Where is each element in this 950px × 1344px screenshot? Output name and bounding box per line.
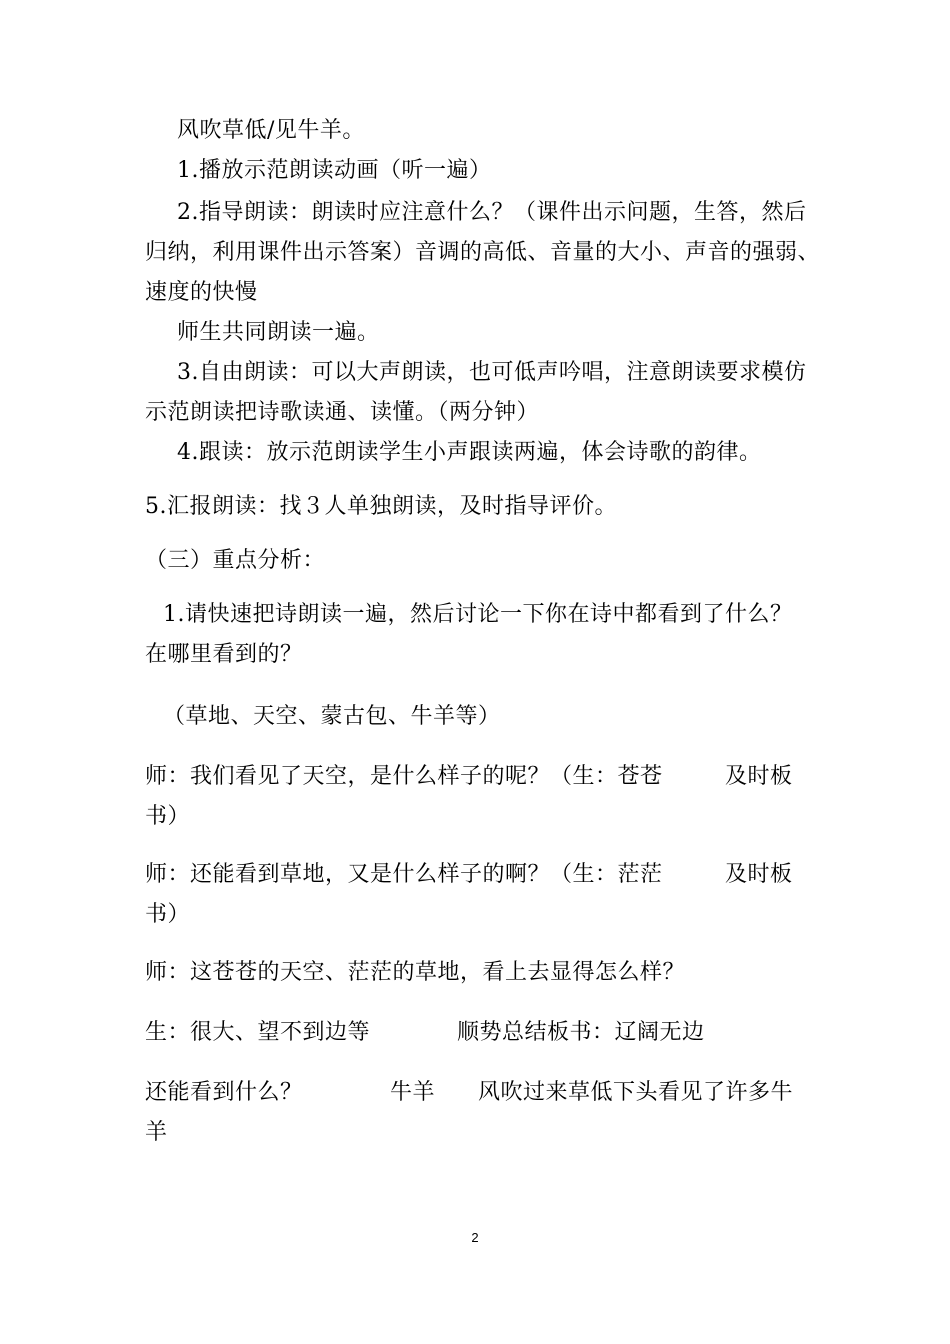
text-line [177,358,807,388]
text-line [145,492,617,522]
text-line [725,860,793,890]
text-line [145,1018,370,1048]
text-line [390,1078,435,1108]
text-segment: 速度的快慢 [145,280,258,305]
text-line [145,278,258,308]
text-segment: 还能看到什么？ [145,1080,303,1105]
text-line [478,1078,793,1108]
text-segment: （三）重点分析： [145,548,326,573]
text-segment: 1.播放示范朗读动画（听一遍） [177,158,492,183]
text-segment: 师：我们看见了天空，是什么样子的呢？（生：苍苍 [145,764,663,789]
text-segment: 牛羊 [390,1080,436,1105]
text-line [163,600,793,630]
text-segment: 师：这苍苍的天空、茫茫的草地，看上去显得怎么样？ [145,960,686,985]
text-segment: 及时板 [725,764,793,789]
text-segment: 示范朗读把诗歌读通、读懂。（两分钟） [145,400,540,425]
text-segment: 及时板 [725,862,793,887]
text-segment: 5.汇报朗读：找３人单独朗读，及时指导评价。 [145,494,617,519]
text-line [725,762,793,792]
text-segment: 师：还能看到草地，又是什么样子的啊？（生：茫茫 [145,862,663,887]
text-segment: 2.指导朗读：朗读时应注意什么？（课件出示问题，生答，然后 [177,200,807,225]
text-line [145,1118,168,1148]
text-line [457,1018,705,1048]
text-segment: 4.跟读：放示范朗读学生小声跟读两遍，体会诗歌的韵律。 [177,440,762,465]
text-segment: 风吹草低/见牛羊。 [177,118,365,143]
text-line [145,900,190,930]
text-segment: 3.自由朗读：可以大声朗读，也可低声吟唱，注意朗读要求模仿 [177,360,807,385]
text-segment: 生：很大、望不到边等 [145,1020,371,1045]
text-line [163,702,501,732]
text-segment: 书） [145,804,191,829]
text-line [145,802,190,832]
text-segment: 书） [145,902,191,927]
text-segment: 归纳，利用课件出示答案）音调的高低、音量的大小、声音的强弱、 [145,240,821,265]
text-line [177,438,762,468]
text-line [145,640,303,670]
text-segment: 羊 [145,1120,168,1145]
text-segment: 在哪里看到的？ [145,642,303,667]
text-line [145,860,663,890]
text-segment: （草地、天空、蒙古包、牛羊等） [163,704,501,729]
text-line [177,156,492,186]
text-segment: 顺势总结板书：辽阔无边 [457,1020,705,1045]
text-segment: 1.请快速把诗朗读一遍，然后讨论一下你在诗中都看到了什么？ [163,602,793,627]
section-heading [145,546,325,576]
text-segment: 风吹过来草低下头看见了许多牛 [478,1080,794,1105]
text-line [145,958,685,988]
text-segment: 师生共同朗读一遍。 [177,320,380,345]
text-line [145,1078,303,1108]
page-number: 2 [471,1230,479,1245]
text-line [177,318,380,348]
text-line [177,116,365,146]
text-line [145,398,539,428]
text-line [177,198,807,228]
text-line [145,238,820,268]
text-line [145,762,663,792]
